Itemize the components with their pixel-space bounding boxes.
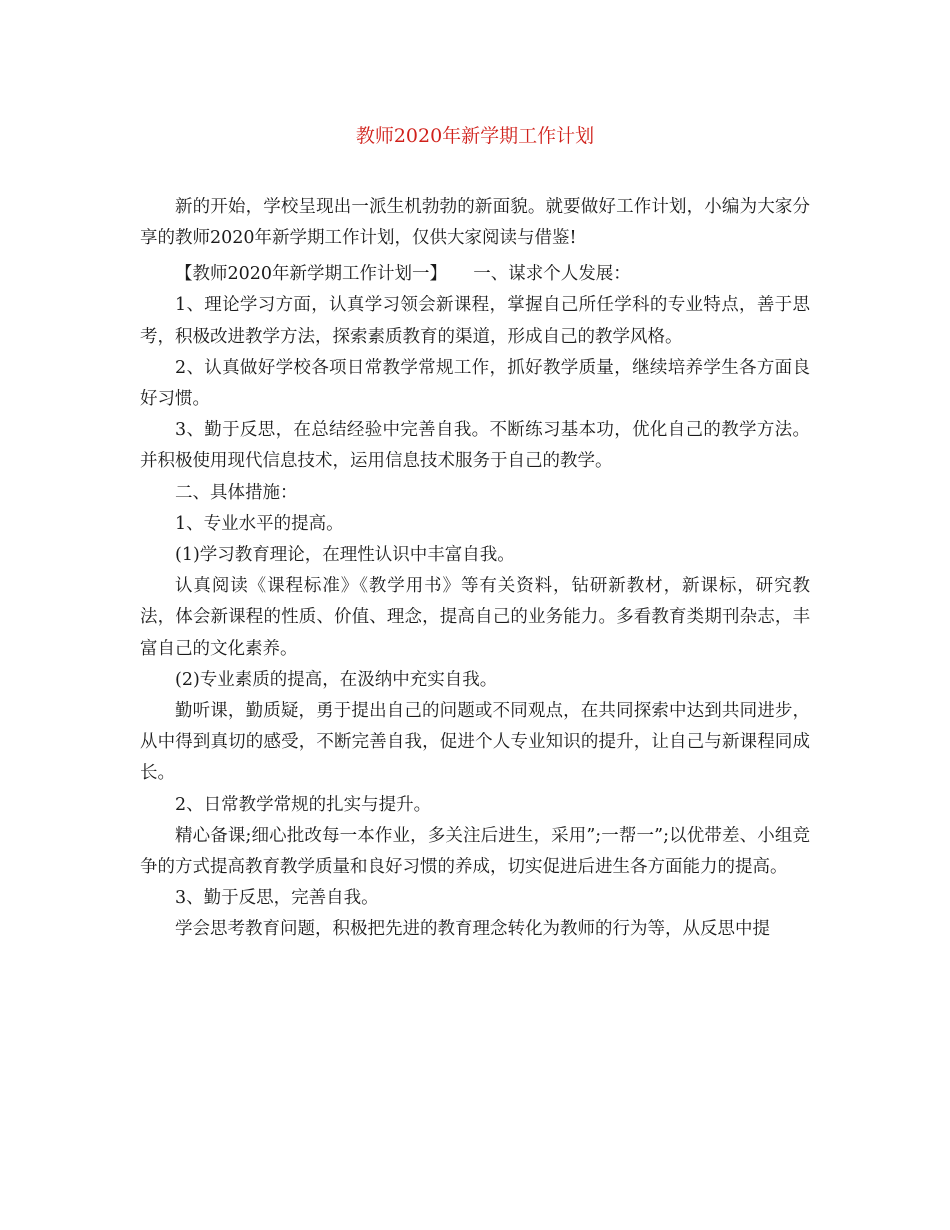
paragraph-plan-heading: 【教师2020年新学期工作计划一】 一、谋求个人发展： xyxy=(175,264,631,285)
document-body xyxy=(140,192,810,946)
paragraph-routine-heading: 2、日常教学常规的扎实与提升。 xyxy=(175,794,432,815)
paragraph-reading: 认真阅读《课程标准》《教学用书》等有关资料，钻研新教材，新课标，研究教法，体会新课程的性质、价值、理念，提高自己的业务能力。多看教育类期刊杂志，丰富自己的文化素养。 xyxy=(140,576,810,659)
paragraph-routine-work: 2、认真做好学校各项日常教学常规工作，抓好教学质量，继续培养学生各方面良好习惯。 xyxy=(140,357,810,410)
paragraph-intro: 新的开始，学校呈现出一派生机勃勃的新面貌。就要做好工作计划，小编为大家分享的教师2020年新学期工作计划，仅供大家阅读与借鉴! xyxy=(140,197,810,249)
paragraph-quality-subheading: (2)专业素质的提高，在汲纳中充实自我。 xyxy=(175,669,498,690)
paragraph-professional-level: 1、专业水平的提高。 xyxy=(175,513,344,534)
paragraph-listening: 勤听课，勤质疑，勇于提出自己的问题或不同观点，在共同探索中达到共同进步，从中得到真切的感受，不断完善自我，促进个人专业知识的提升，让自己与新课程同成长。 xyxy=(140,701,810,784)
paragraph-lesson-prep: 精心备课;细心批改每一本作业，多关注后进生，采用”;一帮一”;以优带差、小组竞争的方式提高教育教学质量和良好习惯的养成，切实促进后进生各方面能力的提高。 xyxy=(140,825,810,878)
paragraph-theory-study: 1、理论学习方面，认真学习领会新课程，掌握自己所任学科的专业特点，善于思考，积极改进教学方法，探索素质教育的渠道，形成自己的教学风格。 xyxy=(140,295,810,347)
paragraph-thinking: 学会思考教育问题，积极把先进的教育理念转化为教师的行为等，从反思中提 xyxy=(175,919,770,940)
paragraph-reflect-heading: 3、勤于反思，完善自我。 xyxy=(175,888,379,909)
paragraph-reflection: 3、勤于反思，在总结经验中完善自我。不断练习基本功，优化自己的教学方法。并积极使用现代信息技术，运用信息技术服务于自己的教学。 xyxy=(140,420,810,472)
paragraph-measures-heading: 二、具体措施： xyxy=(175,482,298,503)
document-title: 教师2020年新学期工作计划 xyxy=(355,125,595,147)
paragraph-theory-subheading: (1)学习教育理论，在理性认识中丰富自我。 xyxy=(175,545,515,566)
